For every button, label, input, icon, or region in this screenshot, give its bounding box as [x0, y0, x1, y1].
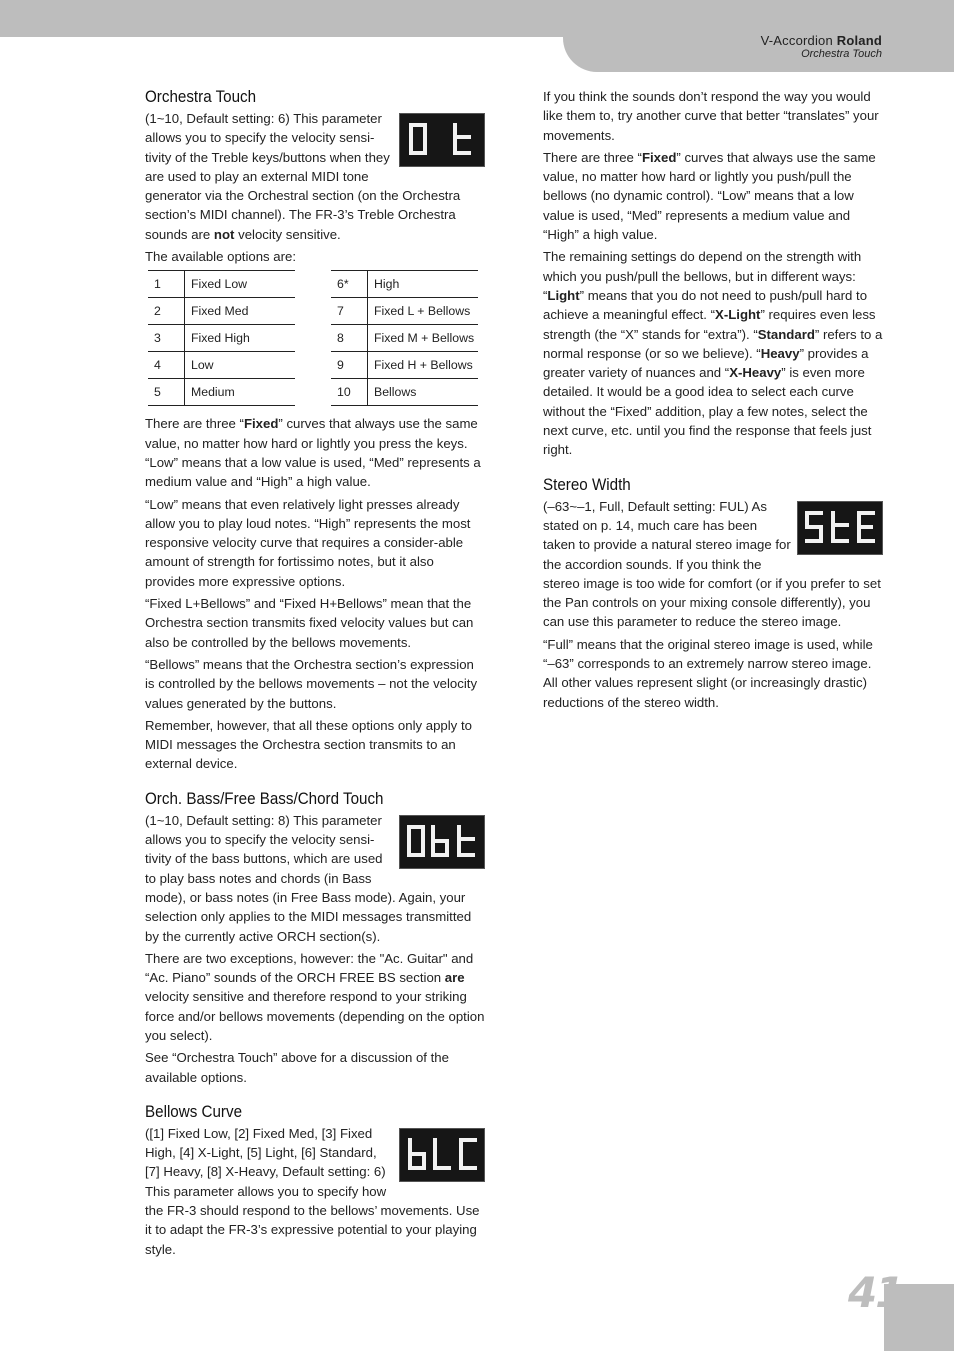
- orch-bass-heading: Orch. Bass/Free Bass/Chord Touch: [145, 789, 384, 808]
- option-number: 1: [148, 271, 185, 298]
- right-paragraph-2: [543, 148, 883, 244]
- table-row: [148, 271, 478, 298]
- ot-p1-bold: Fixed: [243, 416, 279, 432]
- option-label: Fixed Low: [185, 271, 296, 298]
- table-row: [148, 298, 478, 325]
- option-label: Medium: [185, 379, 296, 406]
- ob-paragraph-1: (1~10, Default setting: 8) This parameter allows you to specify the velocity sensi-tivity of the bass buttons, which are used to play bass notes and chords (in Bass mode), or bass notes (in Free Bass mode). Again, your selection only applies to the MIDI messages transmitted by the currently active ORCH section(s).: [145, 812, 472, 944]
- rp3-f: ” provides a greater variety of nuances and “: [543, 345, 869, 381]
- table-row: [148, 379, 478, 406]
- rp3-xheavy: X-Heavy: [729, 365, 782, 381]
- option-number: 5: [148, 379, 185, 406]
- option-spacer: [295, 325, 331, 352]
- ob-paragraph-2: [145, 949, 485, 1045]
- option-spacer: [295, 298, 331, 325]
- left-column: [145, 87, 485, 1262]
- header-brand: Roland: [836, 33, 882, 48]
- option-label: Low: [185, 352, 296, 379]
- ot-paragraph-3: “Fixed L+Bellows” and “Fixed H+Bellows” mean that the Orchestra section transmits fixed velocity values but can also be controlled by the bellows movements.: [145, 596, 474, 650]
- lcd-display-obt: [399, 815, 485, 869]
- bc-paragraph-1: ([1] Fixed Low, [2] Fixed Med, [3] Fixed High, [4] X-Light, [5] Light, [6] Standard, [7] Heavy, [8] X-Heavy, Default setting: 6) This parameter allows you to specify how the FR-3 should respond to the bellows’ movements. Use it to adapt the FR-3’s expressive potential to your playing style.: [145, 1125, 480, 1257]
- option-number: 2: [148, 298, 185, 325]
- orchestra-touch-heading: Orchestra Touch: [145, 88, 257, 106]
- option-label: High: [368, 271, 479, 298]
- option-number: 10: [331, 379, 368, 406]
- rp3-g: ” is even more detailed. It would be a good idea to select each curve without the “Fixed” addition, play a few notes, select the next curve, etc. until you find the response that feels just right.: [543, 365, 872, 458]
- option-number: 3: [148, 325, 185, 352]
- sw-paragraph-1: (–63~–1, Full, Default setting: FUL) As stated on p. 14, much care has been taken to provide a natural stereo image for the accordion sounds. If you think the stereo image is too wide for comfort (or if you prefer to set the Pan controls on your mixing console differently), you can use this parameter to reduce the stereo image.: [543, 498, 881, 630]
- header-title: [761, 33, 882, 48]
- ob-p2-bold: are: [444, 970, 465, 986]
- table-row: [148, 325, 478, 352]
- ot-paragraph-4: “Bellows” means that the Orchestra section’s expression is controlled by the bellows movements – not the velocity values generated by the buttons.: [145, 656, 478, 711]
- options-table: [148, 270, 478, 406]
- lcd-display-blc: [399, 1128, 485, 1182]
- header-product: V-Accordion: [760, 33, 833, 48]
- lcd-display-ste: [797, 501, 883, 555]
- rp3-d: ” requires even less strength (the “X” stands for “extra”). “: [543, 307, 876, 342]
- header-section: Orchestra Touch: [801, 48, 882, 60]
- option-spacer: [295, 352, 331, 379]
- option-label: Fixed M + Bellows: [368, 325, 479, 352]
- ot-p1-b: ” curves that always use the same value, no matter how hard or lightly you press the keys. “Low” means that a low value is used, “Med” represents a medium value and “High” a high value.: [145, 416, 481, 490]
- right-paragraph-3: [543, 247, 883, 459]
- rp3-heavy: Heavy: [760, 345, 800, 361]
- bellows-curve-heading: Bellows Curve: [145, 1102, 243, 1121]
- rp3-e: ” refers to a normal response (or so we believe). “: [543, 326, 883, 361]
- table-row: [148, 352, 478, 379]
- rp3-a: The remaining settings do depend on the strength with which you push/pull the bellows, but in different ways: “: [543, 249, 862, 303]
- rp2-b: ” curves that always use the same value, no matter how hard or lightly you push/pull the bellows (no dynamic control). “Low” means that a low value is used, “Med” represents a medium value and “High” a high value.: [543, 149, 876, 243]
- lcd-segments-obt-icon: [405, 822, 479, 862]
- option-number: 6*: [331, 271, 368, 298]
- header-tab: [563, 0, 954, 72]
- option-spacer: [295, 271, 331, 298]
- option-label: Fixed High: [185, 325, 296, 352]
- ot-paragraph-5: Remember, however, that all these options only apply to MIDI messages the Orchestra section transmits to an external device.: [145, 717, 472, 772]
- stereo-width-heading: Stereo Width: [543, 475, 631, 494]
- ot-intro-bold: not: [213, 226, 235, 242]
- ot-paragraph-2: “Low” means that even relatively light presses already allow you to play loud notes. “High” represents the most responsive velocity curve that requires a consider-able amount of strength for fortissimo notes, but it also provides more expressive options.: [145, 496, 471, 589]
- right-column: [543, 87, 883, 715]
- rp3-xlight: X-Light: [715, 307, 761, 323]
- lcd-segments-blc-icon: [405, 1135, 479, 1175]
- page-number: 41: [848, 1268, 903, 1317]
- lcd-segments-ste-icon: [803, 508, 877, 548]
- ob-paragraph-3: See “Orchestra Touch” above for a discussion of the available options.: [145, 1050, 449, 1085]
- right-paragraph-1: If you think the sounds don’t respond the way you would like them to, try another curve that better “translates” your movements.: [543, 89, 879, 143]
- option-number: 9: [331, 352, 368, 379]
- ot-paragraph-1: [145, 414, 485, 491]
- rp3-c: ” means that you do not need to push/pull hard to achieve a meaningful effect. “: [543, 287, 868, 323]
- option-spacer: [295, 379, 331, 406]
- lcd-segments-ot-icon: [405, 120, 479, 160]
- ob-p2-b: velocity sensitive and therefore respond to your striking force and/or bellows movements (depending on the option you select).: [145, 989, 485, 1043]
- sw-paragraph-2: “Full” means that the original stereo image is used, while “–63” corresponds to an extremely narrow stereo image. All other values represent slight (or increasingly drastic) reductions of the stereo width.: [543, 636, 873, 710]
- ot-p1-a: There are three “: [145, 416, 244, 432]
- ot-intro-text: (1~10, Default setting: 6) This parameter allows you to specify the velocity sensi-tivity of the Treble keys/buttons when they are used to play an external MIDI tone generator via the Orchestral section (on the Orchestra section’s MIDI channel). The FR-3’s Treble Orchestra sounds are: [145, 111, 461, 242]
- option-label: Bellows: [368, 379, 479, 406]
- rp3-standard: Standard: [757, 326, 815, 342]
- option-number: 4: [148, 352, 185, 379]
- rp3-light: Light: [547, 287, 580, 303]
- option-number: 7: [331, 298, 368, 325]
- rp2-bold: Fixed: [641, 149, 677, 165]
- rp2-a: There are three “: [543, 149, 642, 165]
- ot-intro-end: velocity sensitive.: [234, 226, 341, 242]
- option-label: Fixed L + Bellows: [368, 298, 479, 325]
- ob-p2-a: There are two exceptions, however: the "Ac. Guitar" and “Ac. Piano” sounds of the ORCH FREE BS section: [145, 950, 474, 986]
- option-label: Fixed Med: [185, 298, 296, 325]
- lcd-display-ot: [399, 113, 485, 167]
- option-number: 8: [331, 325, 368, 352]
- options-label: The available options are:: [145, 249, 297, 265]
- option-label: Fixed H + Bellows: [368, 352, 479, 379]
